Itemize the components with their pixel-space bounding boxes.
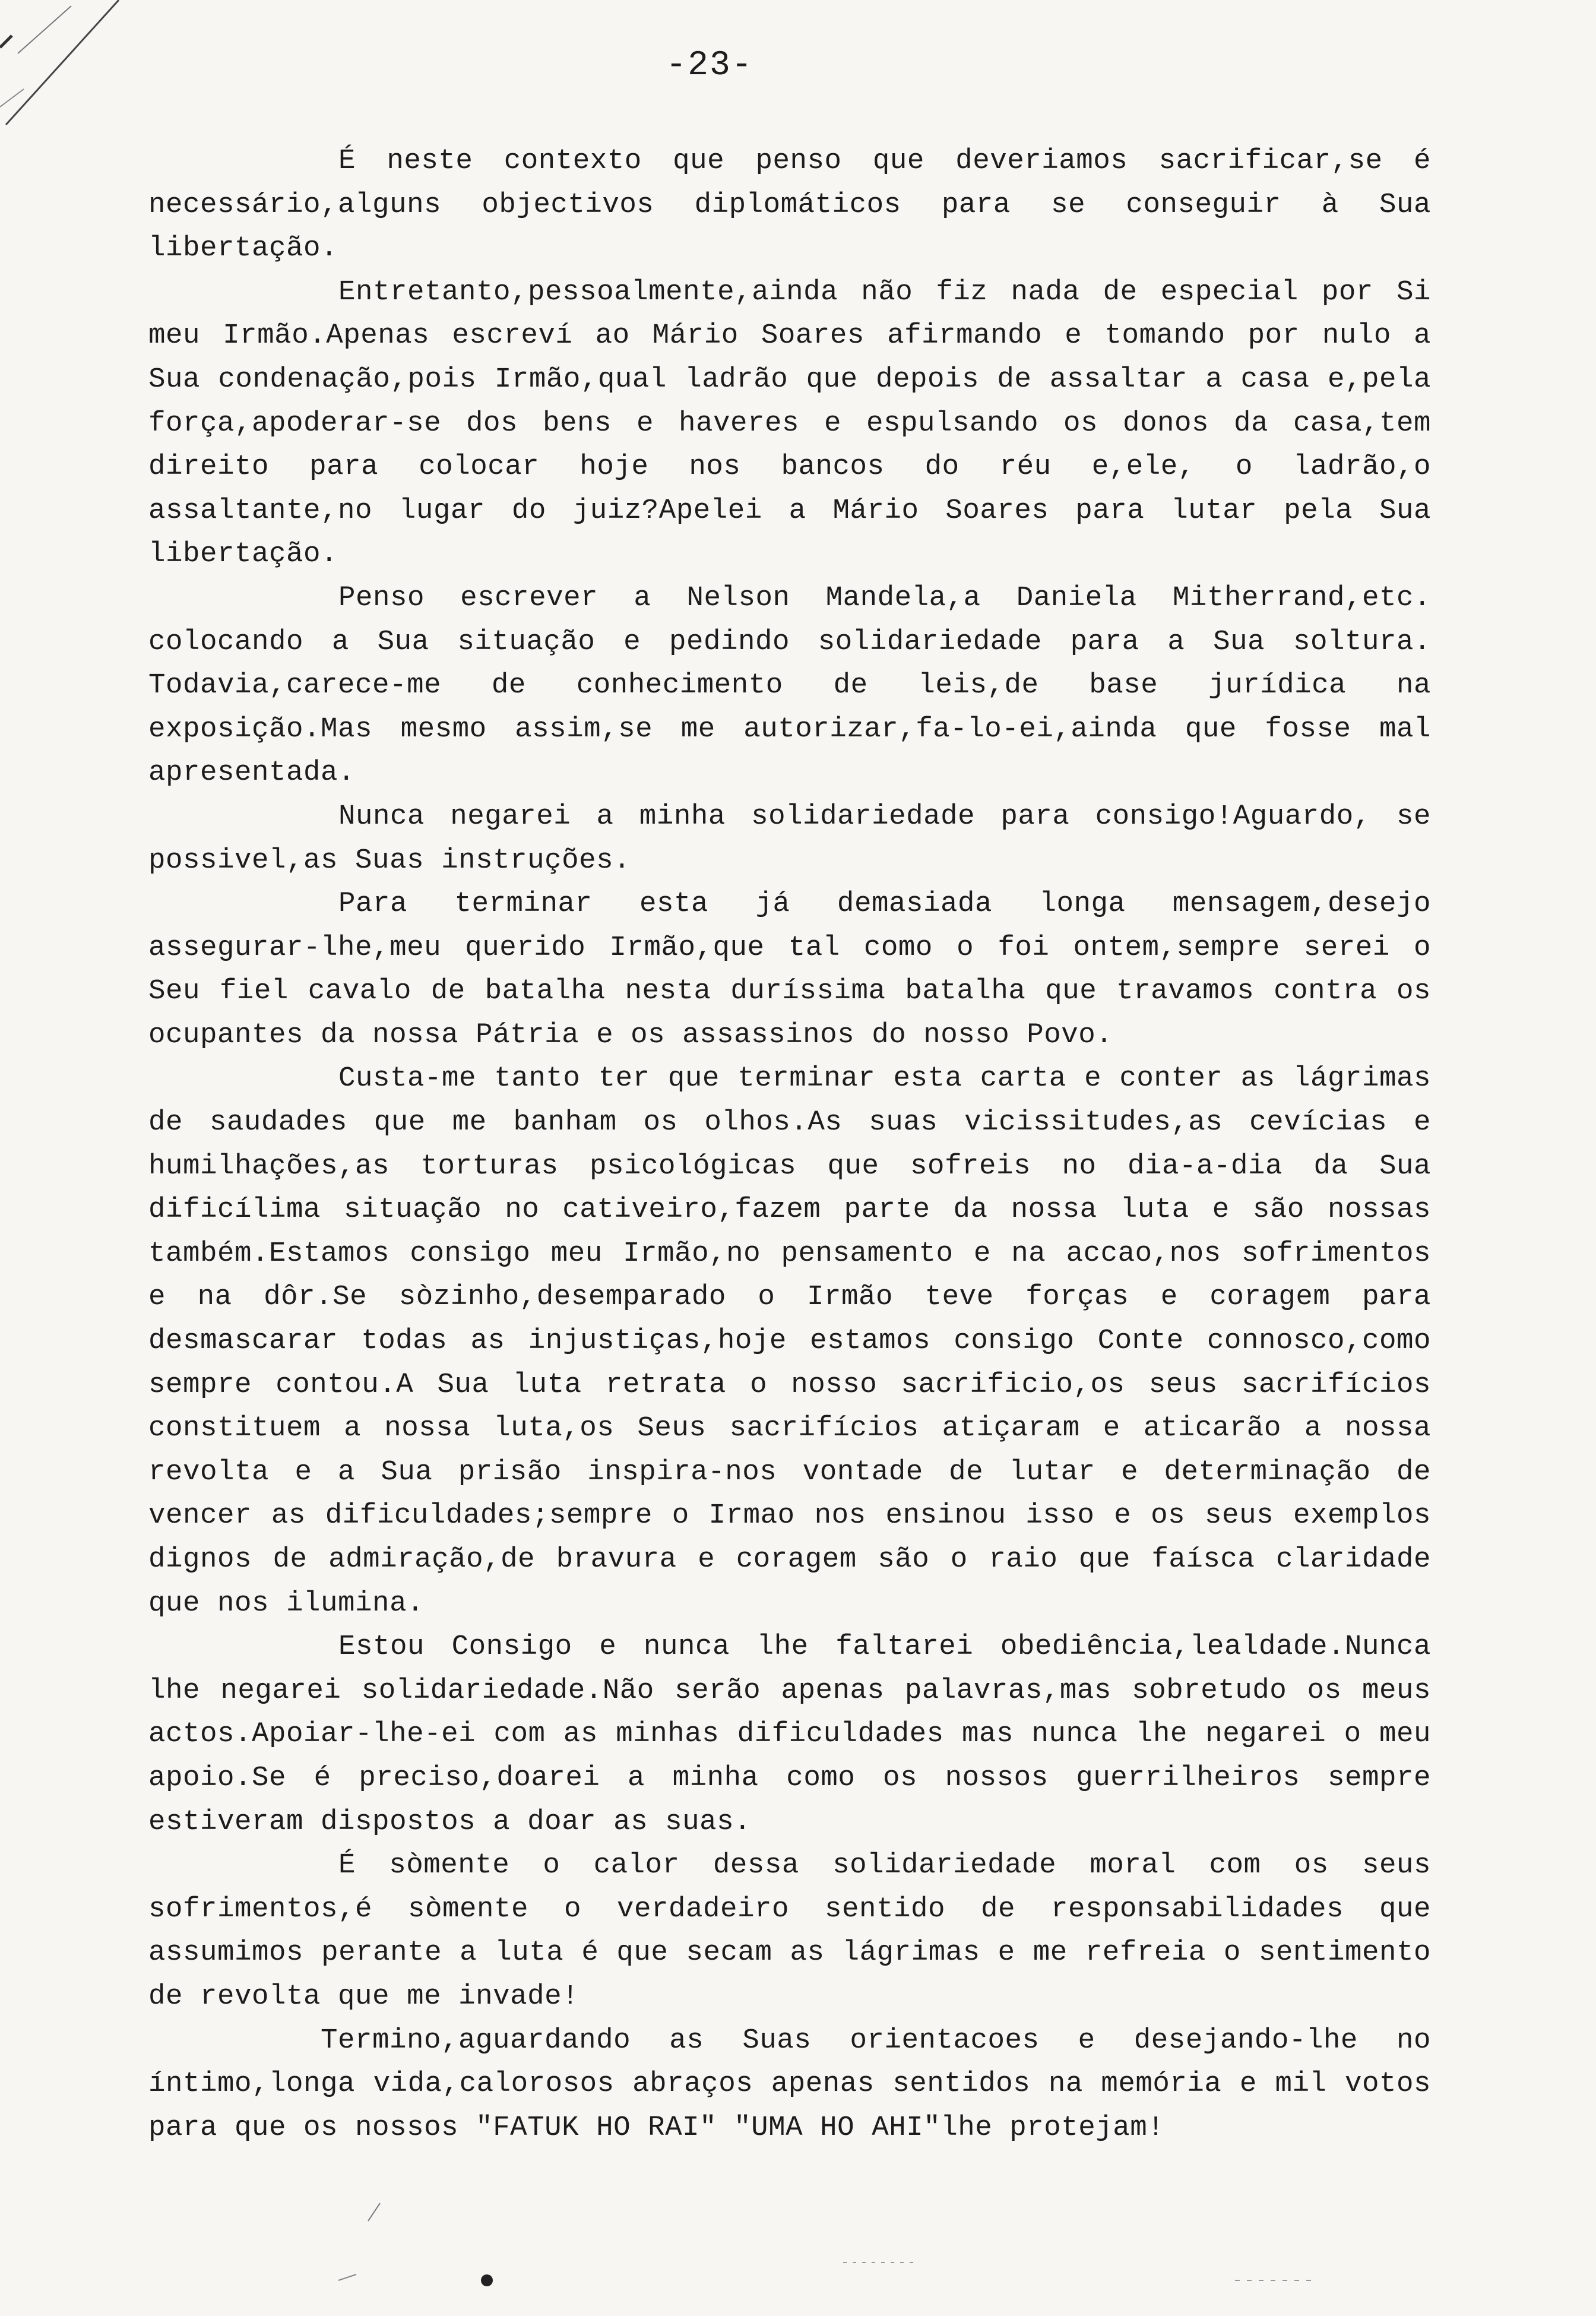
paragraph: É sòmente o calor dessa solidariedade moral com os seus sofrimentos,é sòmente o verdadeiro sentido de responsabilidades que assumimos perante a luta é que secam as lágrimas e me refreia o sentimento de revolta que me invade! (148, 1849, 1431, 2013)
paragraph: Nunca negarei a minha solidariedade para consigo!Aguardo, se possivel,as Suas instruções. (148, 800, 1431, 877)
paragraph: Estou Consigo e nunca lhe faltarei obediência,lealdade.Nunca lhe negarei solidariedade.Não serão apenas palavras,mas sobretudo os meus actos.Apoiar-lhe-ei com as minhas dificuldades mas nunca lhe negarei o meu apoio.Se é preciso,doarei a minha como os nossos guerrilheiros sempre estiveram dispostos a doar as suas. (148, 1631, 1431, 1838)
paragraph: Penso escrever a Nelson Mandela,a Daniela Mitherrand,etc. colocando a Sua situação e pedindo solidariedade para a Sua soltura. Todavia,carece-me de conhecimento de leis,de base jurídica na exposição.Mas mesmo assim,se me autorizar,fa-lo-ei,ainda que fosse mal apresentada. (148, 581, 1431, 789)
bottom-scan-marks (0, 2197, 1596, 2316)
paragraph: Entretanto,pessoalmente,ainda não fiz nada de especial por Si meu Irmão.Apenas escreví ao Mário Soares afirmando e tomando por nulo a Sua condenação,pois Irmão,qual ladrão que depois de assaltar a casa e,pela força,apoderar-se dos bens e haveres e espulsando os donos da casa,tem direito para colocar hoje nos bancos do réu e,ele, o ladrão,o assaltante,no lugar do juiz?Apelei a Mário Soares para lutar pela Sua libertação. (148, 276, 1431, 571)
corner-scan-marks (0, 0, 154, 154)
paragraph: É neste contexto que penso que deveriamos sacrificar,se é necessário,alguns objectivos diplomáticos para se conseguir à Sua libertação. (148, 145, 1431, 265)
paragraph: Custa-me tanto ter que terminar esta carta e conter as lágrimas de saudades que me banham os olhos.As suas vicissitudes,as cevícias e humilhações,as torturas psicológicas que sofreis no dia-a-dia da Sua dificílima situação no cativeiro,fazem parte da nossa luta e são nossas também.Estamos consigo meu Irmão,no pensamento e na accao,nos sofrimentos e na dôr.Se sòzinho,desemparado o Irmão teve forças e coragem para desmascarar todas as injustiças,hoje estamos consigo Conte connosco,como sempre contou.A Sua luta retrata o nosso sacrificio,os seus sacrifícios constituem a nossa luta,os Seus sacrifícios atiçaram e aticarão a nossa revolta e a Sua prisão inspira-nos vontade de lutar e determinação de vencer as dificuldades;sempre o Irmao nos ensinou isso e os seus exemplos dignos de admiração,de bravura e coragem são o raio que faísca claridade que nos ilumina. (148, 1062, 1431, 1619)
paragraph: Para terminar esta já demasiada longa mensagem,desejo assegurar-lhe,meu querido Irmão,que tal como o foi ontem,sempre serei o Seu fiel cavalo de batalha nesta duríssima batalha que travamos contra os ocupantes da nossa Pátria e os assassinos do nosso Povo. (148, 888, 1431, 1051)
letter-body (148, 140, 1431, 2150)
page-number: -23- (666, 46, 753, 85)
closing-paragraph: Termino,aguardando as Suas orientacoes e desejando-lhe no íntimo,longa vida,calorosos abraços apenas sentidos na memória e mil votos para que os nossos "FATUK HO RAI" "UMA HO AHI"lhe protejam! (148, 2024, 1431, 2144)
